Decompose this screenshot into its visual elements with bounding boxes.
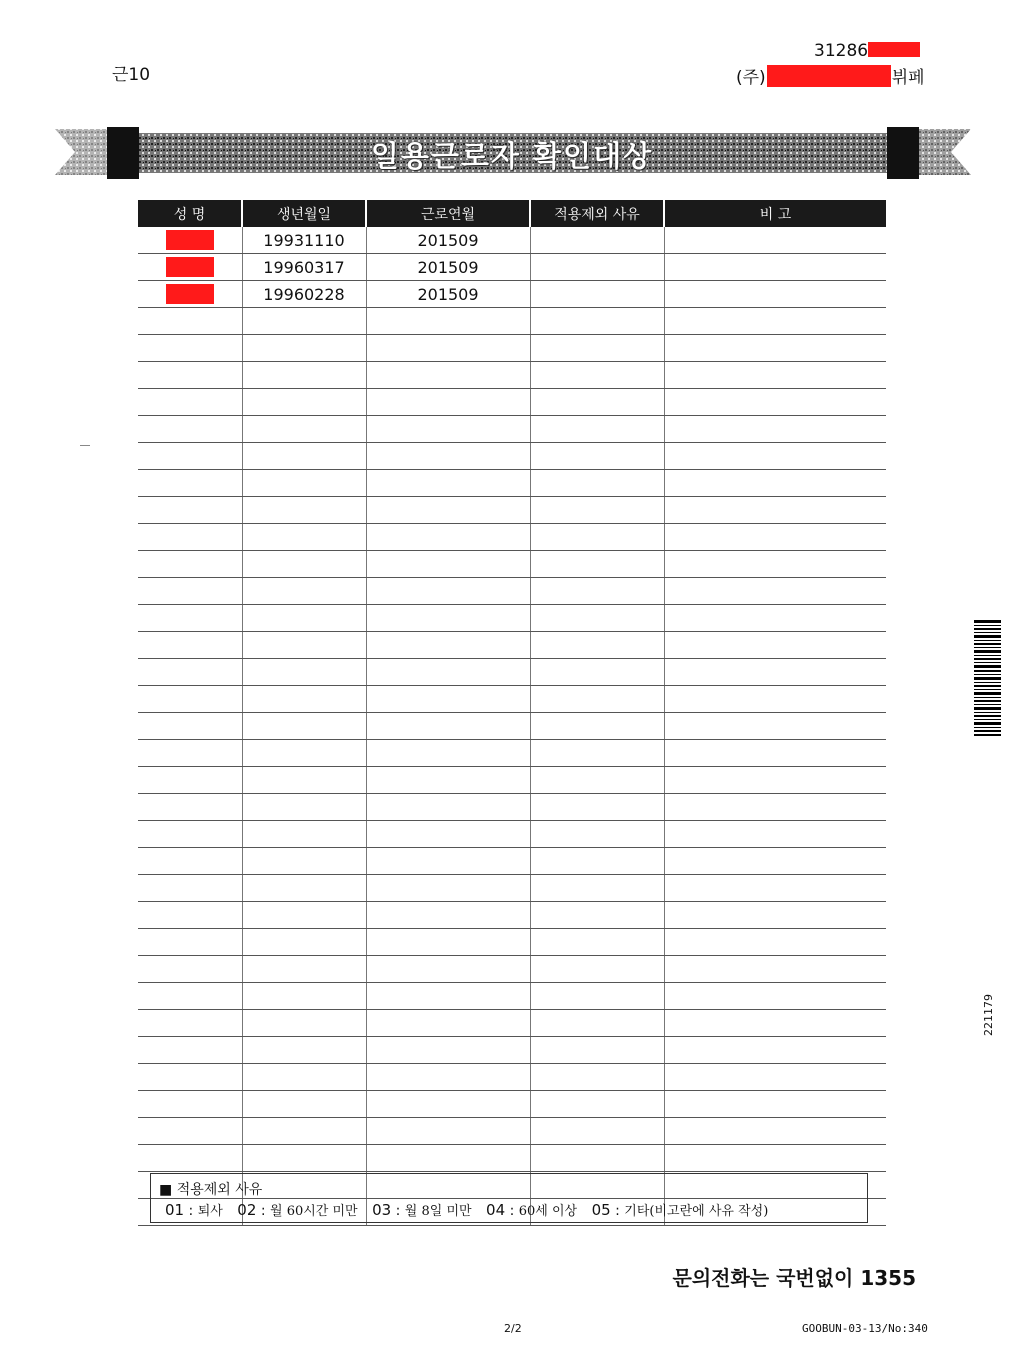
empty-row	[138, 389, 886, 416]
empty-cell	[366, 416, 530, 443]
side-number: 221179	[982, 994, 995, 1036]
empty-cell	[242, 632, 366, 659]
empty-cell	[242, 389, 366, 416]
redaction-bar	[767, 65, 891, 87]
legend-desc: 퇴사	[197, 1204, 223, 1219]
empty-cell	[242, 1037, 366, 1064]
empty-cell	[530, 821, 664, 848]
empty-cell	[366, 335, 530, 362]
empty-cell	[530, 1118, 664, 1145]
empty-cell	[664, 821, 886, 848]
empty-row	[138, 1091, 886, 1118]
note	[664, 254, 886, 281]
empty-cell	[664, 632, 886, 659]
empty-cell	[664, 1118, 886, 1145]
empty-row	[138, 740, 886, 767]
empty-row	[138, 578, 886, 605]
empty-cell	[664, 308, 886, 335]
empty-cell	[530, 497, 664, 524]
empty-cell	[242, 713, 366, 740]
empty-cell	[138, 875, 242, 902]
empty-cell	[242, 902, 366, 929]
empty-cell	[664, 1145, 886, 1172]
empty-cell	[366, 1010, 530, 1037]
empty-row	[138, 902, 886, 929]
empty-cell	[664, 956, 886, 983]
empty-cell	[138, 389, 242, 416]
empty-cell	[366, 389, 530, 416]
empty-cell	[366, 1118, 530, 1145]
empty-cell	[242, 335, 366, 362]
empty-cell	[366, 767, 530, 794]
empty-cell	[530, 686, 664, 713]
empty-cell	[530, 362, 664, 389]
empty-cell	[664, 1010, 886, 1037]
empty-cell	[138, 1145, 242, 1172]
empty-cell	[664, 848, 886, 875]
empty-row	[138, 1118, 886, 1145]
exclusion-legend	[150, 1173, 868, 1223]
worker-table	[138, 200, 886, 1226]
column-header: 생년월일	[242, 200, 366, 227]
empty-row	[138, 821, 886, 848]
birth-date: 19960228	[242, 281, 366, 308]
legend-code: 05	[591, 1201, 611, 1219]
empty-cell	[530, 983, 664, 1010]
empty-cell	[664, 767, 886, 794]
empty-cell	[138, 713, 242, 740]
empty-row	[138, 362, 886, 389]
empty-cell	[530, 1037, 664, 1064]
legend-code: 03	[372, 1201, 392, 1219]
empty-cell	[366, 875, 530, 902]
empty-cell	[242, 605, 366, 632]
empty-cell	[366, 1037, 530, 1064]
empty-cell	[664, 470, 886, 497]
empty-cell	[366, 1091, 530, 1118]
empty-cell	[664, 524, 886, 551]
column-header: 비 고	[664, 200, 886, 227]
empty-cell	[242, 1064, 366, 1091]
empty-cell	[138, 902, 242, 929]
empty-cell	[530, 551, 664, 578]
empty-cell	[138, 740, 242, 767]
table-row	[138, 281, 886, 308]
empty-cell	[530, 794, 664, 821]
empty-cell	[138, 632, 242, 659]
empty-cell	[138, 578, 242, 605]
empty-cell	[664, 875, 886, 902]
empty-cell	[530, 956, 664, 983]
empty-row	[138, 335, 886, 362]
empty-cell	[664, 578, 886, 605]
empty-cell	[138, 497, 242, 524]
empty-cell	[366, 902, 530, 929]
empty-cell	[242, 578, 366, 605]
empty-cell	[138, 362, 242, 389]
empty-cell	[242, 551, 366, 578]
empty-cell	[242, 929, 366, 956]
empty-cell	[664, 929, 886, 956]
empty-cell	[366, 605, 530, 632]
empty-cell	[530, 308, 664, 335]
empty-cell	[664, 1064, 886, 1091]
sender-prefix: (주)	[736, 68, 766, 88]
empty-row	[138, 659, 886, 686]
empty-cell	[138, 1118, 242, 1145]
empty-cell	[242, 1091, 366, 1118]
redacted-name	[138, 254, 242, 281]
column-header: 근로연월	[366, 200, 530, 227]
redaction-bar	[868, 42, 920, 57]
legend-codes: 01 : 퇴사 02 : 월 60시간 미만 03 : 월 8일 미만 04 : 60세 이상 05 : 기타(비고란에 사유 작성)	[165, 1201, 769, 1219]
empty-cell	[366, 659, 530, 686]
empty-cell	[138, 956, 242, 983]
empty-cell	[530, 929, 664, 956]
empty-cell	[530, 1010, 664, 1037]
empty-cell	[138, 794, 242, 821]
empty-cell	[366, 713, 530, 740]
empty-cell	[138, 524, 242, 551]
sender-suffix: 뷔페	[891, 68, 925, 88]
legend-desc: 60세 이상	[518, 1204, 578, 1219]
exclusion-reason	[530, 281, 664, 308]
page-number: 2/2	[504, 1322, 522, 1335]
empty-cell	[138, 1091, 242, 1118]
empty-row	[138, 605, 886, 632]
empty-cell	[242, 956, 366, 983]
empty-cell	[242, 740, 366, 767]
barcode-icon	[974, 620, 1001, 736]
table-row	[138, 227, 886, 254]
empty-cell	[664, 794, 886, 821]
empty-row	[138, 767, 886, 794]
column-header: 적용제외 사유	[530, 200, 664, 227]
legend-code: 04	[486, 1201, 506, 1219]
empty-cell	[366, 578, 530, 605]
empty-cell	[366, 308, 530, 335]
empty-cell	[138, 308, 242, 335]
empty-cell	[530, 875, 664, 902]
empty-cell	[664, 389, 886, 416]
empty-row	[138, 983, 886, 1010]
empty-cell	[530, 848, 664, 875]
birth-date: 19931110	[242, 227, 366, 254]
legend-desc: 월 60시간 미만	[270, 1204, 358, 1219]
empty-cell	[138, 1010, 242, 1037]
empty-cell	[242, 821, 366, 848]
empty-cell	[138, 416, 242, 443]
empty-cell	[530, 416, 664, 443]
empty-cell	[138, 821, 242, 848]
empty-cell	[530, 902, 664, 929]
banner-title: 일용근로자 확인대상	[370, 139, 654, 173]
empty-cell	[242, 686, 366, 713]
empty-cell	[366, 794, 530, 821]
empty-cell	[530, 1145, 664, 1172]
empty-cell	[242, 983, 366, 1010]
empty-cell	[242, 1118, 366, 1145]
empty-cell	[366, 443, 530, 470]
empty-cell	[242, 848, 366, 875]
empty-cell	[138, 929, 242, 956]
empty-cell	[366, 470, 530, 497]
empty-cell	[530, 767, 664, 794]
empty-cell	[366, 929, 530, 956]
empty-cell	[138, 1064, 242, 1091]
empty-row	[138, 929, 886, 956]
sender-name	[736, 63, 925, 88]
empty-cell	[242, 524, 366, 551]
empty-row	[138, 632, 886, 659]
empty-cell	[366, 848, 530, 875]
empty-cell	[664, 443, 886, 470]
empty-cell	[242, 1145, 366, 1172]
empty-row	[138, 443, 886, 470]
empty-cell	[366, 524, 530, 551]
empty-row	[138, 551, 886, 578]
document-code: 근10	[112, 65, 151, 85]
empty-row	[138, 497, 886, 524]
empty-row	[138, 1037, 886, 1064]
empty-cell	[242, 1010, 366, 1037]
empty-cell	[530, 524, 664, 551]
empty-cell	[138, 848, 242, 875]
legend-code: 01	[165, 1201, 185, 1219]
legend-code: 02	[237, 1201, 257, 1219]
empty-cell	[242, 470, 366, 497]
empty-row	[138, 956, 886, 983]
empty-row	[138, 686, 886, 713]
redaction-bar	[166, 257, 214, 277]
empty-row	[138, 848, 886, 875]
empty-row	[138, 794, 886, 821]
legend-desc: 월 8일 미만	[404, 1204, 472, 1219]
scan-mark	[80, 445, 90, 446]
empty-cell	[138, 659, 242, 686]
legend-title-text: 적용제외 사유	[176, 1182, 263, 1198]
empty-cell	[242, 875, 366, 902]
empty-cell	[138, 605, 242, 632]
work-month: 201509	[366, 254, 530, 281]
empty-cell	[138, 983, 242, 1010]
empty-cell	[530, 470, 664, 497]
empty-cell	[366, 821, 530, 848]
empty-cell	[530, 335, 664, 362]
empty-cell	[366, 1145, 530, 1172]
redaction-bar	[166, 230, 214, 250]
empty-cell	[664, 362, 886, 389]
legend-desc: 기타(비고란에 사유 작성)	[624, 1204, 769, 1219]
empty-row	[138, 875, 886, 902]
empty-row	[138, 713, 886, 740]
redaction-bar	[166, 284, 214, 304]
empty-cell	[366, 632, 530, 659]
empty-cell	[530, 713, 664, 740]
empty-cell	[242, 308, 366, 335]
empty-cell	[530, 740, 664, 767]
empty-cell	[664, 1037, 886, 1064]
redacted-name	[138, 227, 242, 254]
note	[664, 281, 886, 308]
empty-cell	[664, 1091, 886, 1118]
work-month: 201509	[366, 227, 530, 254]
empty-row	[138, 308, 886, 335]
empty-cell	[664, 335, 886, 362]
empty-row	[138, 1064, 886, 1091]
empty-cell	[664, 902, 886, 929]
empty-cell	[664, 605, 886, 632]
empty-cell	[242, 767, 366, 794]
empty-row	[138, 1010, 886, 1037]
redacted-name	[138, 281, 242, 308]
inquiry-phone: 문의전화는 국번없이 1355	[672, 1266, 916, 1290]
note	[664, 227, 886, 254]
sender-number	[814, 41, 920, 61]
empty-cell	[366, 956, 530, 983]
empty-cell	[664, 659, 886, 686]
empty-cell	[242, 794, 366, 821]
form-code: GOOBUN-03-13/No:340	[802, 1322, 928, 1335]
table-header	[138, 200, 886, 227]
empty-cell	[138, 470, 242, 497]
empty-cell	[138, 767, 242, 794]
column-header: 성 명	[138, 200, 242, 227]
sender-number-text: 31286	[814, 41, 869, 61]
empty-cell	[664, 983, 886, 1010]
empty-cell	[530, 1064, 664, 1091]
empty-cell	[664, 740, 886, 767]
empty-cell	[138, 1037, 242, 1064]
empty-cell	[664, 497, 886, 524]
empty-cell	[530, 632, 664, 659]
empty-cell	[664, 416, 886, 443]
birth-date: 19960317	[242, 254, 366, 281]
empty-row	[138, 1145, 886, 1172]
empty-cell	[530, 605, 664, 632]
empty-cell	[138, 443, 242, 470]
work-month: 201509	[366, 281, 530, 308]
empty-cell	[664, 551, 886, 578]
empty-cell	[138, 551, 242, 578]
empty-cell	[530, 1091, 664, 1118]
exclusion-reason	[530, 254, 664, 281]
empty-cell	[366, 686, 530, 713]
empty-cell	[366, 362, 530, 389]
table-row	[138, 254, 886, 281]
empty-cell	[366, 497, 530, 524]
empty-cell	[242, 497, 366, 524]
empty-cell	[242, 443, 366, 470]
empty-cell	[242, 416, 366, 443]
empty-cell	[664, 713, 886, 740]
empty-cell	[530, 443, 664, 470]
empty-cell	[530, 659, 664, 686]
empty-row	[138, 524, 886, 551]
empty-cell	[530, 578, 664, 605]
empty-cell	[242, 659, 366, 686]
empty-row	[138, 470, 886, 497]
empty-cell	[138, 686, 242, 713]
empty-cell	[366, 1064, 530, 1091]
empty-cell	[138, 335, 242, 362]
empty-row	[138, 416, 886, 443]
empty-cell	[530, 389, 664, 416]
empty-cell	[242, 362, 366, 389]
exclusion-reason	[530, 227, 664, 254]
empty-cell	[366, 983, 530, 1010]
legend-title: ■ 적용제외 사유	[159, 1182, 263, 1198]
empty-cell	[366, 551, 530, 578]
empty-cell	[664, 686, 886, 713]
empty-cell	[366, 740, 530, 767]
